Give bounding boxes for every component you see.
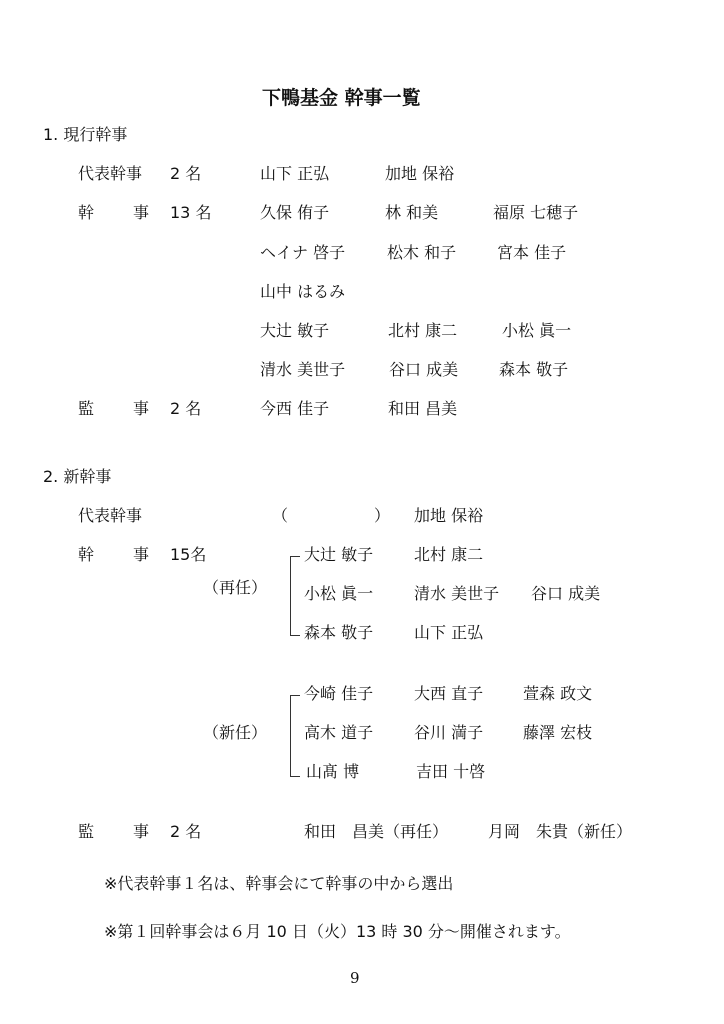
group-bracket [290,556,300,636]
role-label: 事 [133,203,150,222]
member-name: 今西 佳子 [260,399,330,418]
member-name: 谷口 成美 [531,584,601,603]
member-name: 清水 美世子 [414,584,500,603]
role-label: 幹 [78,545,95,564]
role-label: 事 [133,545,150,564]
member-name: 加地 保裕 [385,164,455,183]
note-text: ※第１回幹事会は６月 10 日（火）13 時 30 分～開催されます。 [104,922,571,941]
section-heading-current: 1. 現行幹事 [43,125,128,144]
newly-appointed-label: （新任） [203,723,268,742]
paren-close: ） [374,506,391,525]
member-name: 萱森 政文 [523,684,593,703]
member-name: 久保 侑子 [260,203,330,222]
role-label: 幹 [78,203,95,222]
member-name: 福原 七穂子 [493,203,579,222]
member-name: 宮本 佳子 [497,243,567,262]
role-label: 代表幹事 [78,164,143,183]
member-name: 森本 敬子 [304,623,374,642]
member-name: 加地 保裕 [414,506,484,525]
member-name: 大西 直子 [414,684,484,703]
member-name: 北村 康二 [388,321,458,340]
member-name: ヘイナ 啓子 [260,243,346,262]
paren-open: （ [272,506,289,525]
note-text: ※代表幹事１名は、幹事会にて幹事の中から選出 [104,874,454,893]
member-name: 谷口 成美 [389,360,459,379]
member-name: 藤澤 宏枝 [523,723,593,742]
count-label: 2 名 [170,399,202,418]
member-name: 今崎 佳子 [304,684,374,703]
member-name: 小松 眞一 [304,584,374,603]
count-label: 2 名 [170,822,202,841]
member-name: 山髙 博 [306,762,360,781]
group-bracket [290,695,300,777]
member-name: 山中 はるみ [260,282,346,301]
role-label: 監 [78,399,95,418]
member-name: 北村 康二 [414,545,484,564]
member-name: 谷川 満子 [414,723,484,742]
reappointed-label: （再任） [203,578,268,597]
member-name: 和田 昌美（再任） [304,822,449,841]
member-name: 大辻 敏子 [260,321,330,340]
count-label: 15名 [170,545,207,564]
member-name: 吉田 十啓 [416,762,486,781]
member-name: 山下 正弘 [260,164,330,183]
member-name: 林 和美 [385,203,439,222]
role-label: 事 [133,399,150,418]
section-heading-new: 2. 新幹事 [43,467,112,486]
page-title: 下鴨基金 幹事一覧 [262,87,421,109]
member-name: 清水 美世子 [260,360,346,379]
member-name: 小松 眞一 [502,321,572,340]
role-label: 監 [78,822,95,841]
page-number: 9 [350,969,360,987]
count-label: 13 名 [170,203,212,222]
role-label: 代表幹事 [78,506,143,525]
member-name: 山下 正弘 [414,623,484,642]
count-label: 2 名 [170,164,202,183]
member-name: 大辻 敏子 [304,545,374,564]
member-name: 森本 敬子 [499,360,569,379]
member-name: 月岡 朱貴（新任） [488,822,633,841]
role-label: 事 [133,822,150,841]
member-name: 高木 道子 [304,723,374,742]
member-name: 和田 昌美 [388,399,458,418]
member-name: 松木 和子 [387,243,457,262]
